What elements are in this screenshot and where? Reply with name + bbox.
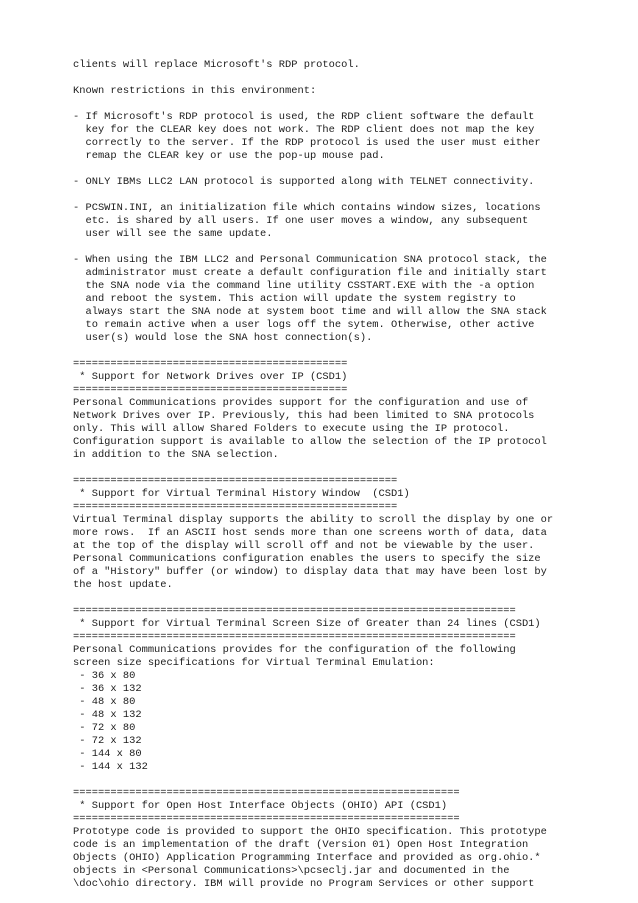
separator-rule: ==================================================== bbox=[73, 501, 398, 513]
text-line: Network Drives over IP. Previously, this had been limited to SNA protocols bbox=[73, 410, 535, 422]
screen-size-item: - 36 x 132 bbox=[73, 683, 142, 695]
text-line: always start the SNA node at system boot time and will allow the SNA stack bbox=[73, 306, 547, 318]
text-line: more rows. If an ASCII host sends more than one screens worth of data, data bbox=[73, 527, 547, 539]
blank-line bbox=[73, 72, 553, 85]
text-line: key for the CLEAR key does not work. The RDP client does not map the key bbox=[73, 124, 535, 136]
text-line: the host update. bbox=[73, 579, 173, 591]
text-line: Configuration support is available to allow the selection of the IP protocol bbox=[73, 436, 547, 448]
text-line: user will see the same update. bbox=[73, 228, 273, 240]
text-line: remap the CLEAR key or use the pop-up mouse pad. bbox=[73, 150, 385, 162]
text-line: at the top of the display will scroll off and not be viewable by the user. bbox=[73, 540, 535, 552]
blank-line bbox=[73, 163, 553, 176]
text-line: Personal Communications configuration enables the users to specify the size bbox=[73, 553, 541, 565]
text-line: etc. is shared by all users. If one user moves a window, any subsequent bbox=[73, 215, 529, 227]
section-heading: * Support for Open Host Interface Objects (OHIO) API (CSD1) bbox=[73, 800, 448, 812]
screen-size-item: - 36 x 80 bbox=[73, 670, 136, 682]
text-line: \doc\ohio directory. IBM will provide no Program Services or other support bbox=[73, 878, 535, 890]
text-line: Objects (OHIO) Application Programming Interface and provided as org.ohio.* bbox=[73, 852, 541, 864]
section-heading: * Support for Virtual Terminal History Window (CSD1) bbox=[73, 488, 410, 500]
separator-rule: ======================================================================= bbox=[73, 605, 516, 617]
text-line: user(s) would lose the SNA host connection(s). bbox=[73, 332, 373, 344]
separator-rule: ==================================================== bbox=[73, 475, 398, 487]
blank-line bbox=[73, 462, 553, 475]
text-line: clients will replace Microsoft's RDP protocol. bbox=[73, 59, 360, 71]
screen-size-item: - 48 x 132 bbox=[73, 709, 142, 721]
screen-size-item: - 72 x 80 bbox=[73, 722, 136, 734]
blank-line bbox=[73, 592, 553, 605]
separator-rule: ============================================ bbox=[73, 358, 348, 370]
screen-size-item: - 72 x 132 bbox=[73, 735, 142, 747]
text-line: Personal Communications provides for the configuration of the following bbox=[73, 644, 516, 656]
text-line: code is an implementation of the draft (Version 01) Open Host Integration bbox=[73, 839, 529, 851]
list-item: - If Microsoft's RDP protocol is used, the RDP client software the default bbox=[73, 111, 535, 123]
text-line: in addition to the SNA selection. bbox=[73, 449, 279, 461]
screen-size-item: - 48 x 80 bbox=[73, 696, 136, 708]
blank-line bbox=[73, 345, 553, 358]
document-body bbox=[73, 59, 553, 891]
text-line: Prototype code is provided to support the OHIO specification. This prototype bbox=[73, 826, 547, 838]
section-heading: * Support for Virtual Terminal Screen Size of Greater than 24 lines (CSD1) bbox=[73, 618, 541, 630]
list-item: - PCSWIN.INI, an initialization file which contains window sizes, locations bbox=[73, 202, 541, 214]
text-line: of a "History" buffer (or window) to display data that may have been lost by bbox=[73, 566, 547, 578]
blank-line bbox=[73, 189, 553, 202]
separator-rule: ============================================================== bbox=[73, 787, 460, 799]
text-line: correctly to the server. If the RDP protocol is used the user must either bbox=[73, 137, 541, 149]
section-heading: * Support for Network Drives over IP (CSD1) bbox=[73, 371, 348, 383]
list-item: - When using the IBM LLC2 and Personal Communication SNA protocol stack, the bbox=[73, 254, 547, 266]
blank-line bbox=[73, 241, 553, 254]
text-line: to remain active when a user logs off the sytem. Otherwise, other active bbox=[73, 319, 535, 331]
blank-line bbox=[73, 98, 553, 111]
text-line: objects in <Personal Communications>\pcseclj.jar and documented in the bbox=[73, 865, 510, 877]
text-line: only. This will allow Shared Folders to execute using the IP protocol. bbox=[73, 423, 510, 435]
text-line: screen size specifications for Virtual Terminal Emulation: bbox=[73, 657, 435, 669]
text-line: and reboot the system. This action will update the system registry to bbox=[73, 293, 516, 305]
separator-rule: ============================================ bbox=[73, 384, 348, 396]
screen-size-item: - 144 x 132 bbox=[73, 761, 148, 773]
list-item: - ONLY IBMs LLC2 LAN protocol is supported along with TELNET connectivity. bbox=[73, 176, 535, 188]
text-line: Personal Communications provides support for the configuration and use of bbox=[73, 397, 529, 409]
separator-rule: ======================================================================= bbox=[73, 631, 516, 643]
separator-rule: ============================================================== bbox=[73, 813, 460, 825]
blank-line bbox=[73, 774, 553, 787]
text-line: Virtual Terminal display supports the ability to scroll the display by one or bbox=[73, 514, 554, 526]
text-line: Known restrictions in this environment: bbox=[73, 85, 317, 97]
text-line: the SNA node via the command line utility CSSTART.EXE with the -a option bbox=[73, 280, 535, 292]
text-line: administrator must create a default configuration file and initially start bbox=[73, 267, 547, 279]
screen-size-item: - 144 x 80 bbox=[73, 748, 142, 760]
